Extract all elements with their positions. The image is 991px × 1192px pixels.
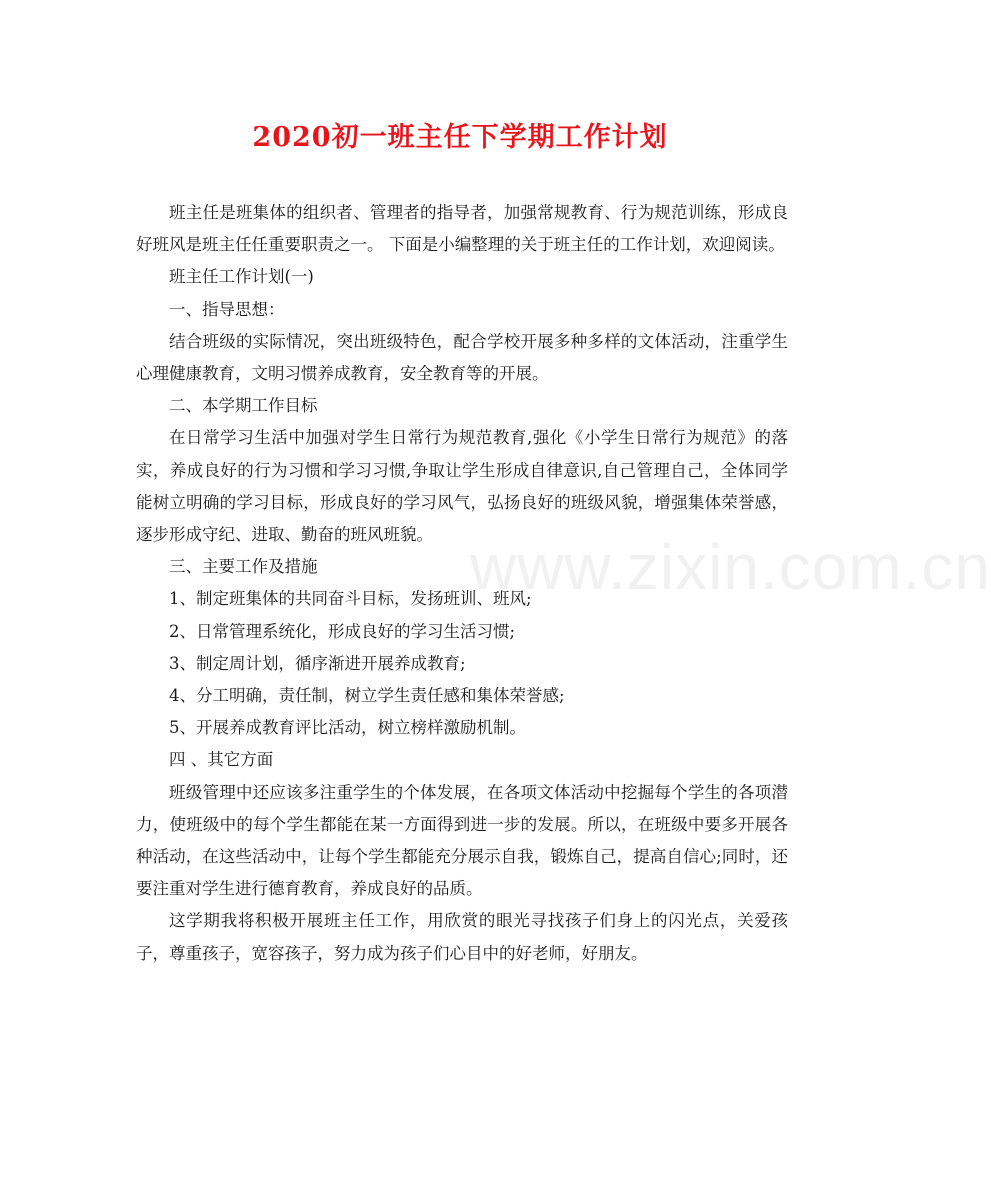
- paragraph-guiding-thought: 结合班级的实际情况，突出班级特色，配合学校开展多种多样的文体活动，注重学生心理健康教育，文明习惯养成教育，安全教育等的开展。: [136, 331, 788, 384]
- paragraph-other: 班级管理中还应该多注重学生的个体发展，在各项文体活动中挖掘每个学生的各项潜力，使班级中的每个学生都能在某一方面得到进一步的发展。所以，在班级中要多开展各种活动，在这些活动中，让每个学生都能充分展示自我，锻炼自己，提高自信心;同时，还要注重对学生进行德育教育，养成良好的品质。: [136, 782, 788, 899]
- list-item-measure-2: 2、日常管理系统化，形成良好的学习生活习惯;: [169, 621, 516, 641]
- page-title: 2020初一班主任下学期工作计划: [252, 122, 668, 153]
- list-item-measure-4: 4、分工明确，责任制，树立学生责任感和集体荣誉感;: [169, 686, 565, 706]
- section-heading-plan-one: 班主任工作计划(一): [169, 267, 314, 287]
- section-heading-goals: 二、本学期工作目标: [169, 396, 318, 416]
- watermark: www.zixin.com.cn: [470, 531, 991, 603]
- list-item-measure-3: 3、制定周计划，循序渐进开展养成教育;: [169, 653, 466, 673]
- section-heading-other: 四 、其它方面: [169, 750, 274, 770]
- paragraph-goals: 在日常学习生活中加强对学生日常行为规范教育,强化《小学生日常行为规范》的落实，养成良好的行为习惯和学习习惯,争取让学生形成自律意识,自己管理自己，全体同学能树立明确的学习目标，形成良好的学习风气，弘扬良好的班级风貌，增强集体荣誉感，逐步形成守纪、进取、勤奋的班风班貌。: [136, 428, 788, 545]
- list-item-measure-1: 1、制定班集体的共同奋斗目标，发扬班训、班风;: [169, 589, 532, 609]
- section-heading-guiding-thought: 一、指导思想：: [169, 299, 285, 319]
- paragraph-intro: 班主任是班集体的组织者、管理者的指导者，加强常规教育、行为规范训练，形成良好班风是班主任任重要职责之一。 下面是小编整理的关于班主任的工作计划，欢迎阅读。: [136, 203, 788, 255]
- paragraph-closing: 这学期我将积极开展班主任工作，用欣赏的眼光寻找孩子们身上的闪光点，关爱孩子，尊重孩子，宽容孩子，努力成为孩子们心目中的好老师，好朋友。: [136, 911, 788, 963]
- list-item-measure-5: 5、开展养成教育评比活动，树立榜样激励机制。: [169, 718, 526, 738]
- section-heading-measures: 三、主要工作及措施: [169, 557, 318, 577]
